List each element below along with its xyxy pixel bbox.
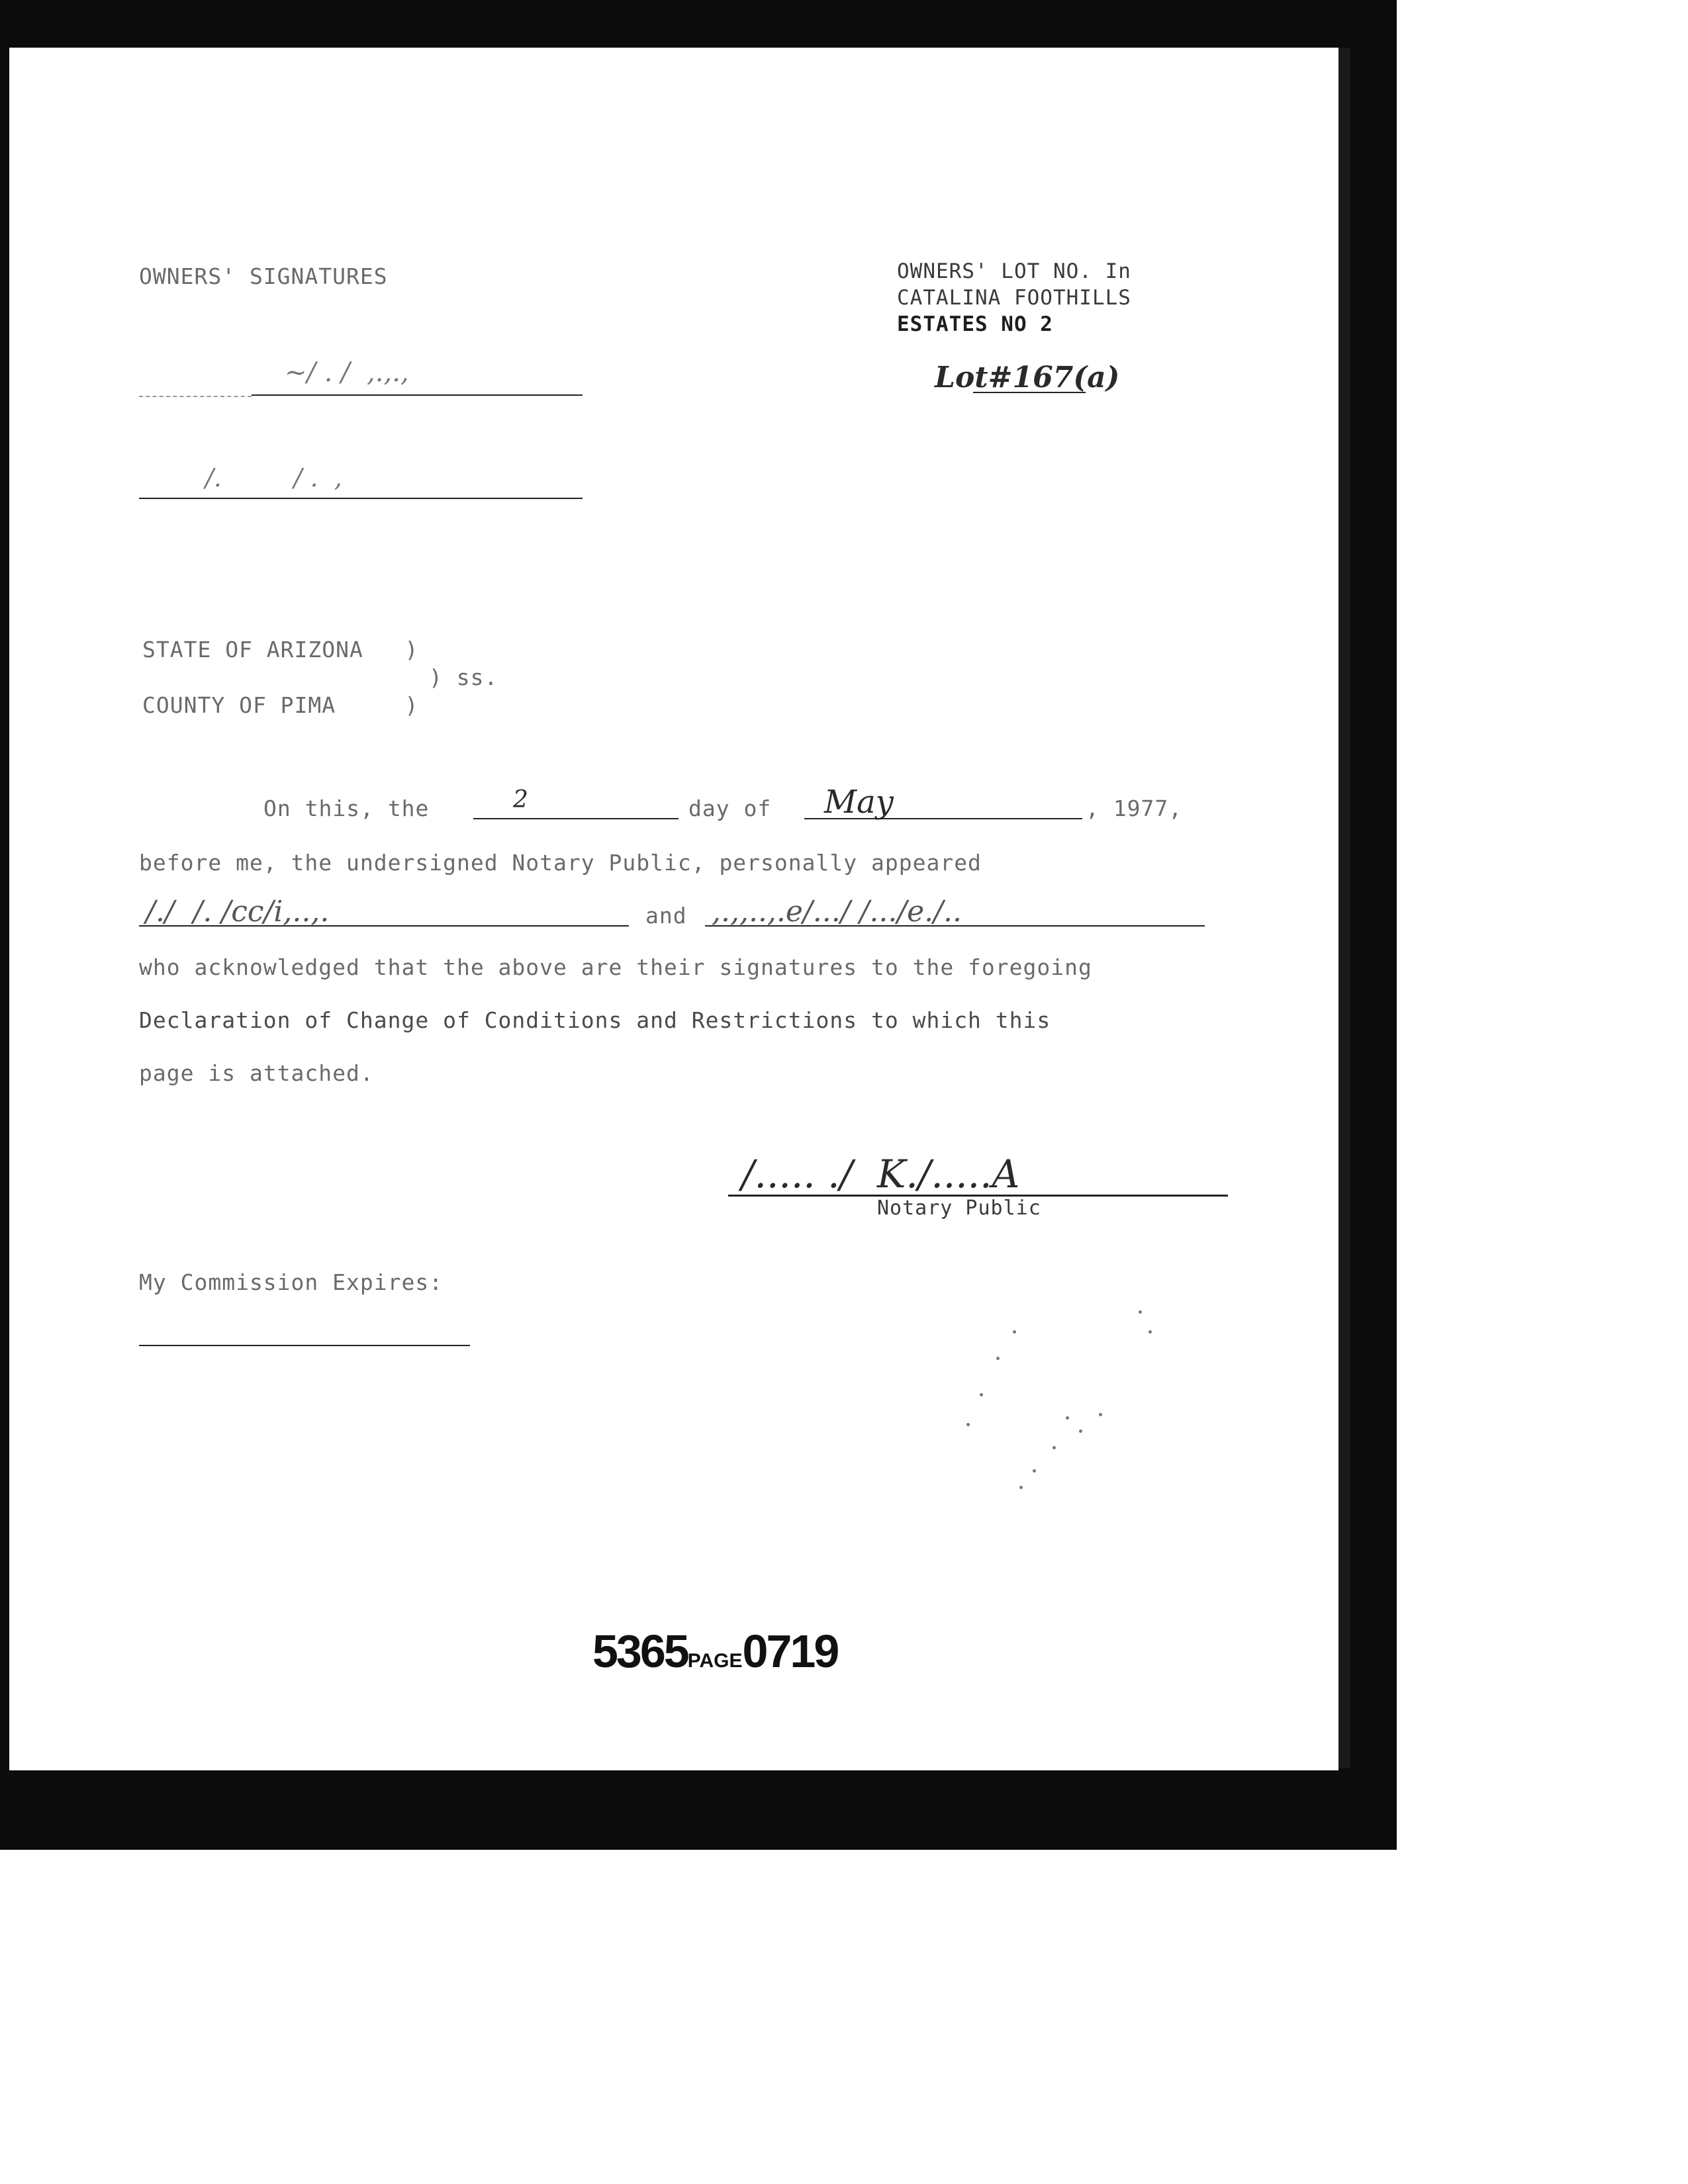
- scan-border-left: [0, 0, 9, 1850]
- owner-signature-line-1: [252, 394, 583, 396]
- notary-signature: /..... ./ K./.....A: [741, 1152, 1020, 1197]
- ack-day-of: day of: [688, 796, 772, 821]
- ack-line-4: who acknowledged that the above are their signatures to the foregoing: [139, 954, 1092, 980]
- owner-signature-2: /. / . ,: [205, 463, 342, 492]
- ack-day-line: [473, 818, 679, 819]
- owner-signature-dash-1: [139, 396, 252, 397]
- owners-lot-line-2: CATALINA FOOTHILLS: [897, 286, 1131, 310]
- ack-on-this: On this, the: [263, 796, 430, 821]
- ack-line-5: Declaration of Change of Conditions and Restrictions to which this: [139, 1007, 1051, 1033]
- page-word: PAGE: [687, 1650, 743, 1672]
- appearing-party-1-line: [139, 925, 629, 927]
- commission-expires-line: [139, 1345, 470, 1346]
- venue-state: STATE OF ARIZONA ): [142, 637, 419, 662]
- owner-signature-1: ~/ . / ,.,.,: [285, 357, 409, 388]
- venue-ss: ) ss.: [429, 664, 498, 690]
- venue-county: COUNTY OF PIMA ): [142, 692, 419, 718]
- page-number: 0719: [742, 1625, 838, 1677]
- ack-month-handwritten: May: [824, 784, 894, 821]
- ack-year: , 1977,: [1086, 796, 1183, 821]
- ack-day-handwritten: 2: [513, 786, 528, 813]
- appearing-party-2: ,.,,..,.e/.../ /.../e./..: [712, 895, 962, 929]
- lot-number-underline: [973, 392, 1086, 393]
- ack-and: and: [645, 903, 687, 929]
- owner-signature-line-2: [139, 498, 583, 499]
- scan-border-shadow: [1338, 48, 1350, 1768]
- lot-number-handwritten: Lot#167(a): [935, 361, 1120, 394]
- owners-lot-line-3: ESTATES NO 2: [897, 312, 1053, 336]
- recording-book-page-number: [592, 1625, 837, 1678]
- ack-line-6: page is attached.: [139, 1060, 374, 1086]
- book-number: 5365: [592, 1625, 688, 1677]
- scan-border-bottom: [0, 1770, 1397, 1850]
- notary-public-label: Notary Public: [877, 1197, 1041, 1220]
- commission-expires-label: My Commission Expires:: [139, 1269, 444, 1295]
- scan-border-top: [0, 0, 1397, 48]
- owners-lot-line-1: OWNERS' LOT NO. In: [897, 259, 1131, 283]
- ack-month-line: [804, 818, 1082, 819]
- appearing-party-1: /./ /. /cc/i,..,.: [146, 895, 330, 929]
- ack-line-2: before me, the undersigned Notary Public, personally appeared: [139, 850, 982, 876]
- appearing-party-2-line: [705, 925, 1205, 927]
- owners-signatures-heading: OWNERS' SIGNATURES: [139, 263, 388, 289]
